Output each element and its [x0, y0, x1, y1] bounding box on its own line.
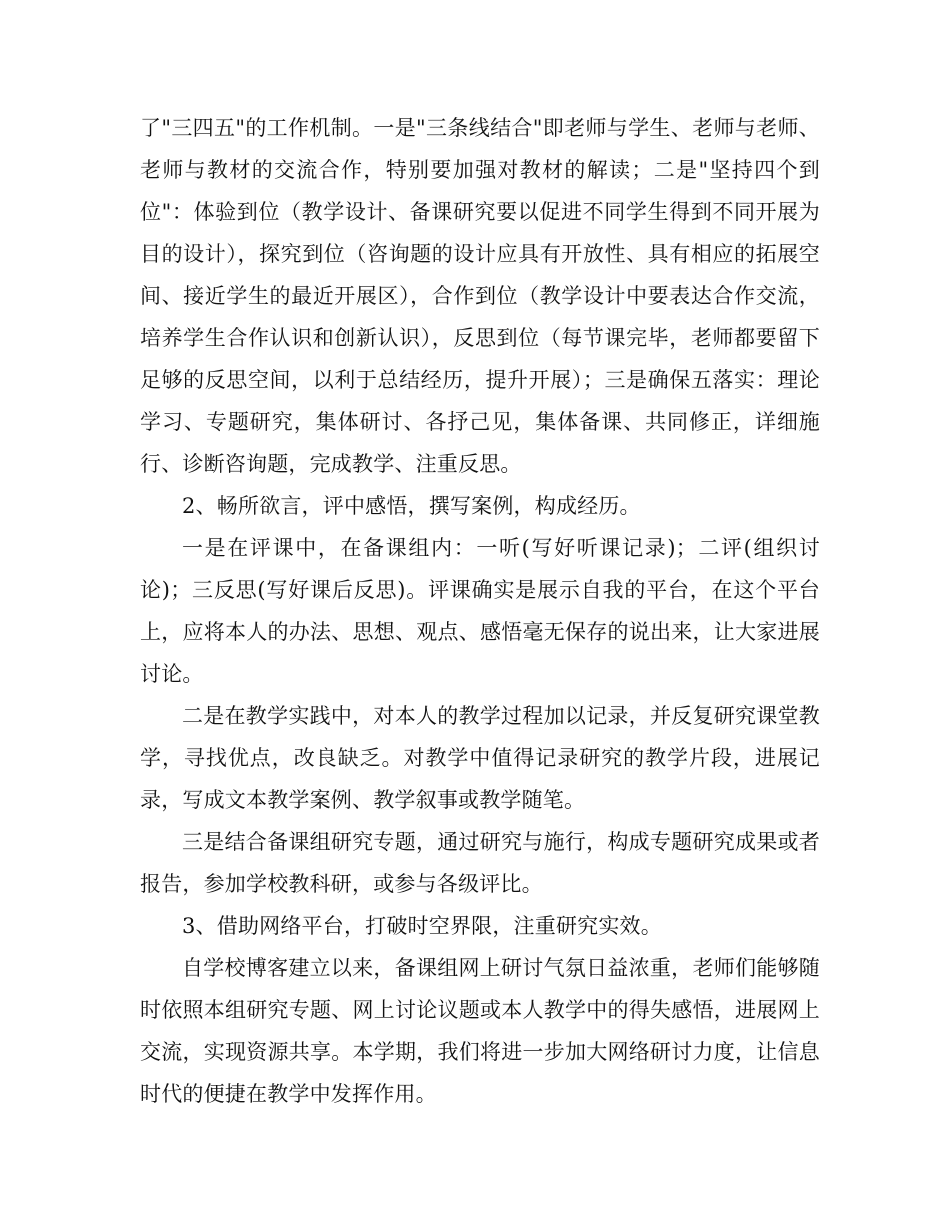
section-heading-2: 2、畅所欲言，评中感悟，撰写案例，构成经历。 — [182, 494, 641, 518]
paragraph-research-topic: 三是结合备课组研究专题，通过研究与施行，构成专题研究成果或者报告，参加学校教科研，或参与各级评比。 — [140, 830, 820, 896]
paragraph-online-platform: 自学校博客建立以来，备课组网上研讨气氛日益浓重，老师们能够随时依照本组研究专题、网上讨论议题或本人教学中的得失感悟，进展网上交流，实现资源共享。本学期，我们将进一步加大网络研讨力度，让信息时代的便捷在教学中发挥作用。 — [140, 956, 820, 1106]
paragraph-work-mechanism: 了"三四五"的工作机制。一是"三条线结合"即老师与学生、老师与老师、老师与教材的交流合作，特别要加强对教材的解读；二是"坚持四个到位"：体验到位（教学设计、备课研究要以促进不同学生得到不同开展为目的设计），探究到位（咨询题的设计应具有开放性、具有相应的拓展空间、接近学生的最近开展区），合作到位（教学设计中要表达合作交流，培养学生合作认识和创新认识），反思到位（每节课完毕，老师都要留下足够的反思空间，以利于总结经历，提升开展）；三是确保五落实：理论学习、专题研究，集体研讨、各抒己见，集体备课、共同修正，详细施行、诊断咨询题，完成教学、注重反思。 — [140, 116, 820, 476]
document-body — [140, 107, 820, 1115]
section-heading-3: 3、借助网络平台，打破时空界限，注重研究实效。 — [182, 914, 662, 938]
paragraph-teaching-practice: 二是在教学实践中，对本人的教学过程加以记录，并反复研究课堂教学，寻找优点，改良缺乏。对教学中值得记录研究的教学片段，进展记录，写成文本教学案例、教学叙事或教学随笔。 — [140, 704, 820, 812]
paragraph-lesson-evaluation: 一是在评课中，在备课组内：一听(写好听课记录)；二评(组织讨论)；三反思(写好课后反思)。评课确实是展示自我的平台，在这个平台上，应将本人的办法、思想、观点、感悟毫无保存的说出来，让大家进展讨论。 — [140, 536, 820, 686]
